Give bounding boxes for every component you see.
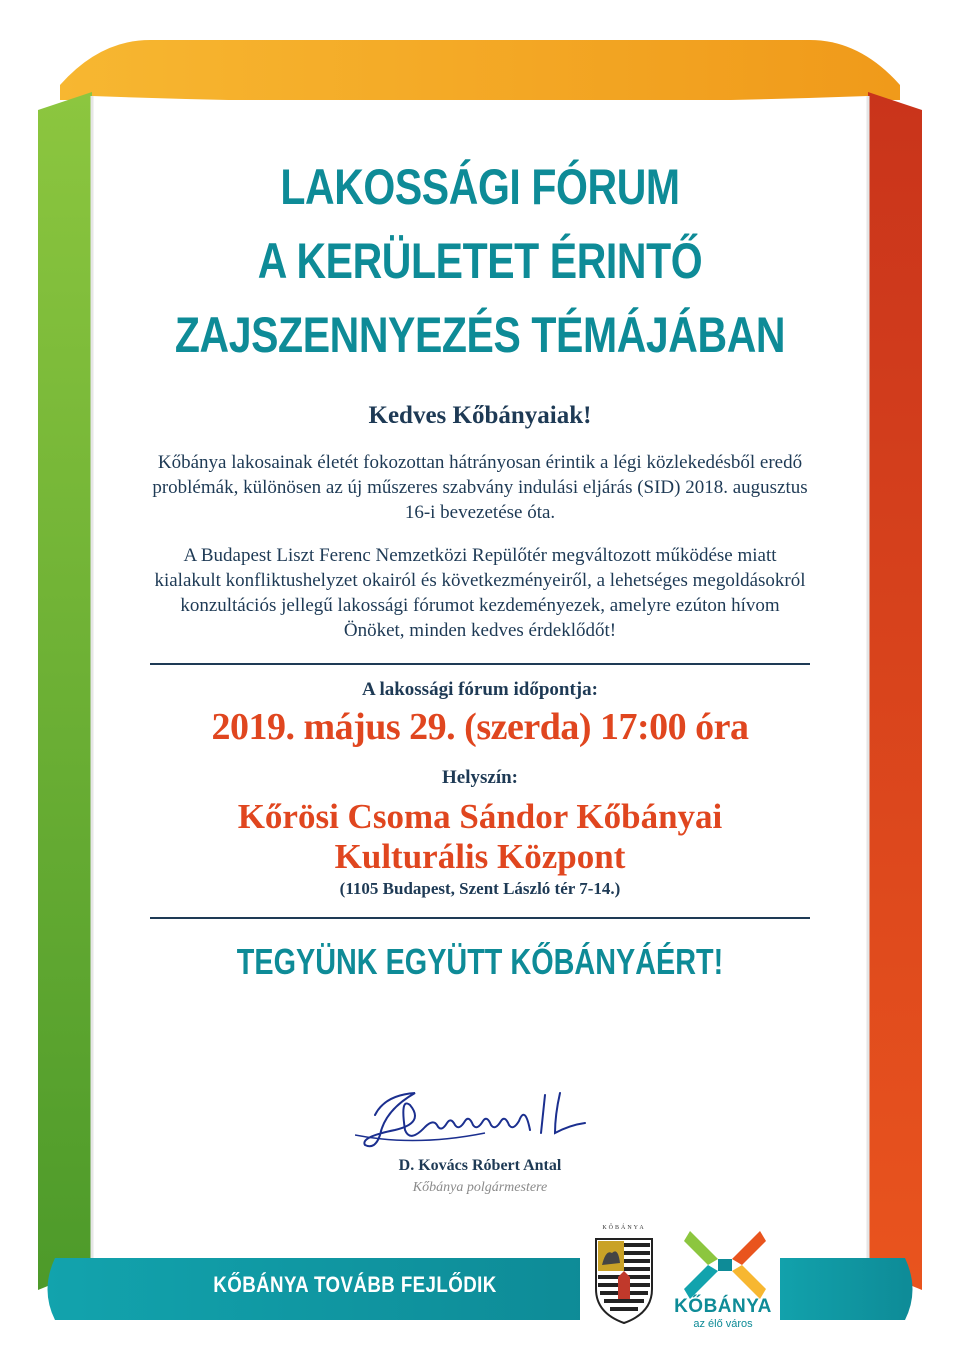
logo-name: KŐBÁNYA: [674, 1296, 772, 1317]
title-line-1: LAKOSSÁGI FÓRUM: [280, 159, 680, 215]
slogan: TEGYÜNK EGYÜTT KŐBÁNYÁÉRT!: [236, 941, 724, 982]
event-date: 2019. május 29. (szerda) 17:00 óra: [211, 706, 749, 748]
venue-label: Helyszín:: [442, 767, 518, 788]
top-ribbon: [60, 40, 900, 100]
coat-of-arms-icon: [590, 1225, 658, 1325]
signature-icon: [355, 1075, 605, 1155]
venue-line-1: Kőrösi Csoma Sándor Kőbányai: [237, 797, 723, 836]
venue-name: [150, 797, 810, 877]
venue-address: (1105 Budapest, Szent László tér 7-14.): [339, 879, 621, 898]
intro-paragraph: Kőbánya lakosainak életét fokozottan hátrányosan érintik a légi közlekedésből eredő problémák, különösen az új műszeres szabvány indulási eljárás (SID) 2018. augusztus 16-i bevezetése óta.: [152, 452, 808, 523]
logo-tagline: az élő város: [693, 1318, 753, 1330]
page-title: [152, 150, 808, 372]
right-ribbon: [868, 92, 922, 1290]
title-line-2: A KERÜLETET ÉRINTŐ: [257, 233, 703, 289]
divider-bottom: [150, 917, 810, 919]
left-ribbon: [38, 92, 92, 1290]
coat-caption: KŐBÁNYA: [602, 1225, 646, 1231]
signer-name: D. Kovács Róbert Antal: [398, 1157, 562, 1174]
signer-role: Kőbánya polgármestere: [412, 1180, 548, 1195]
kobanya-logo-icon: [680, 1225, 770, 1305]
footer-slogan: KŐBÁNYA TOVÁBB FEJLŐDIK: [213, 1272, 497, 1297]
date-label: A lakossági fórum időpontja:: [362, 679, 598, 700]
greeting: Kedves Kőbányaiak!: [368, 402, 592, 429]
title-line-3: ZAJSZENNYEZÉS TÉMÁJÁBAN: [174, 307, 786, 363]
poster-content: [150, 150, 810, 983]
divider-top: [150, 663, 810, 665]
venue-line-2: Kulturális Központ: [334, 837, 626, 876]
invitation-paragraph: A Budapest Liszt Ferenc Nemzetközi Repülőtér megváltozott működése miatt kialakult konfliktushelyzet okairól és következményeiről, a lehetséges megoldásokról konzultációs jellegű lakossági fórumot kezdeményezek, amelyre ezúton hívom Önöket, minden kedves érdeklődőt!: [154, 545, 806, 641]
